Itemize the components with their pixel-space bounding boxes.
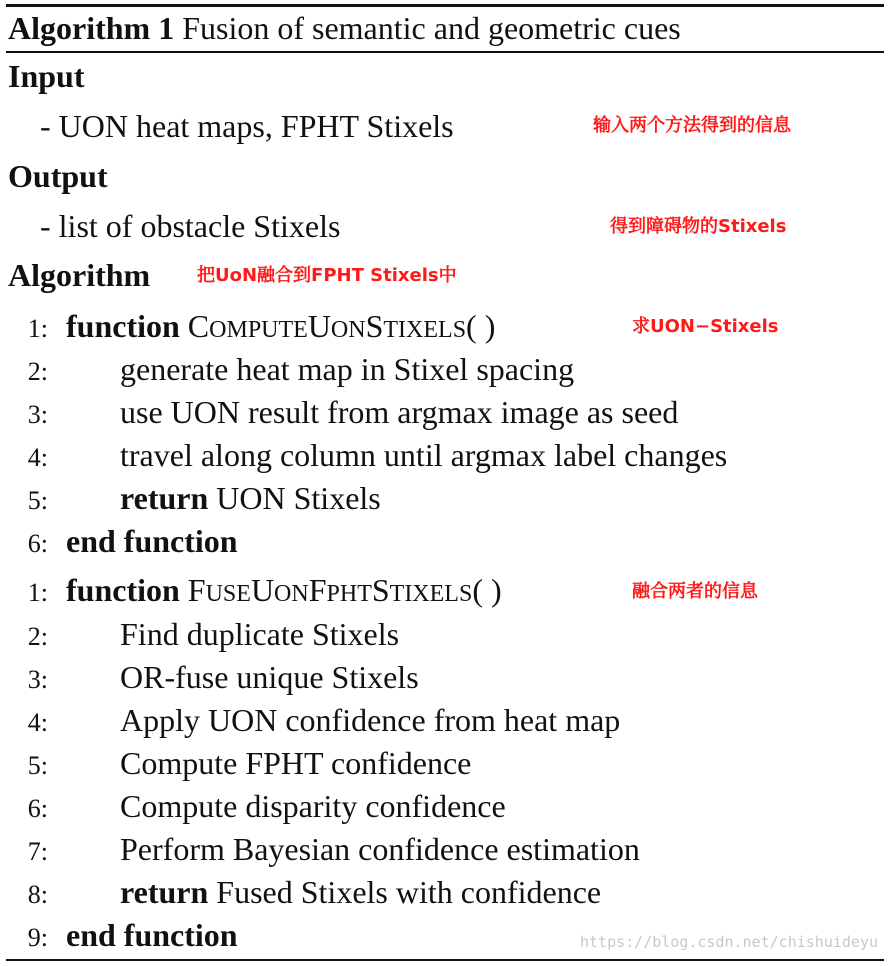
line-number: 1: <box>27 314 48 343</box>
line-number: 5: <box>27 751 48 780</box>
algorithm-heading: Algorithm <box>8 257 151 293</box>
bottom-rule <box>6 959 884 961</box>
code-line: OR-fuse unique Stixels <box>120 659 419 695</box>
watermark: https://blog.csdn.net/chishuideyu <box>579 933 878 951</box>
code-line: Compute disparity confidence <box>120 788 506 824</box>
algorithm-annotation: 把UoN融合到FPHT Stixels中 <box>197 265 457 286</box>
line-number: 5: <box>27 486 48 515</box>
end-function: end function <box>66 523 238 559</box>
end-function: end function <box>66 917 238 953</box>
line-number: 2: <box>27 357 48 386</box>
algorithm-caption <box>8 12 681 44</box>
top-rule <box>6 4 884 7</box>
code-line: generate heat map in Stixel spacing <box>120 351 575 387</box>
line-number: 2: <box>27 622 48 651</box>
code-line: Compute FPHT confidence <box>120 745 472 781</box>
output-item: - list of obstacle Stixels <box>40 208 341 244</box>
line-number: 3: <box>27 665 48 694</box>
return-keyword: return <box>120 874 209 910</box>
line-number: 6: <box>27 529 48 558</box>
function-annotation: 融合两者的信息 <box>632 581 758 602</box>
code-line: return Fused Stixels with confidence <box>120 874 602 910</box>
algorithm-label: Algorithm 1 <box>8 10 175 46</box>
function-name: FUSEUONFPHTSTIXELS <box>187 572 473 608</box>
algorithm-title: Fusion of semantic and geometric cues <box>182 10 681 46</box>
line-number: 3: <box>27 400 48 429</box>
code-line: Find duplicate Stixels <box>120 616 400 652</box>
function-signature <box>66 310 495 342</box>
line-number: 7: <box>27 837 48 866</box>
input-heading: Input <box>8 58 85 94</box>
function-parens: ( ) <box>466 308 496 344</box>
code-line: travel along column until argmax label changes <box>120 437 728 473</box>
function-signature <box>66 574 502 606</box>
line-number: 9: <box>27 923 48 952</box>
output-annotation: 得到障碍物的Stixels <box>610 216 787 237</box>
line-number: 4: <box>27 708 48 737</box>
line-number: 8: <box>27 880 48 909</box>
return-keyword: return <box>120 480 209 516</box>
code-line: return UON Stixels <box>120 480 381 516</box>
function-parens: ( ) <box>472 572 502 608</box>
header-rule <box>6 51 884 53</box>
line-number: 6: <box>27 794 48 823</box>
line-number: 4: <box>27 443 48 472</box>
function-annotation: 求UON−Stixels <box>632 316 779 337</box>
function-keyword: function <box>66 572 180 608</box>
code-line: use UON result from argmax image as seed <box>120 394 679 430</box>
function-keyword: function <box>66 308 180 344</box>
input-item: - UON heat maps, FPHT Stixels <box>40 108 454 144</box>
code-line: Perform Bayesian confidence estimation <box>120 831 640 867</box>
function-name: COMPUTEUONSTIXELS <box>187 308 467 344</box>
line-number: 1: <box>27 578 48 607</box>
input-annotation: 输入两个方法得到的信息 <box>593 115 791 136</box>
code-line: Apply UON confidence from heat map <box>120 702 621 738</box>
output-heading: Output <box>8 158 108 194</box>
